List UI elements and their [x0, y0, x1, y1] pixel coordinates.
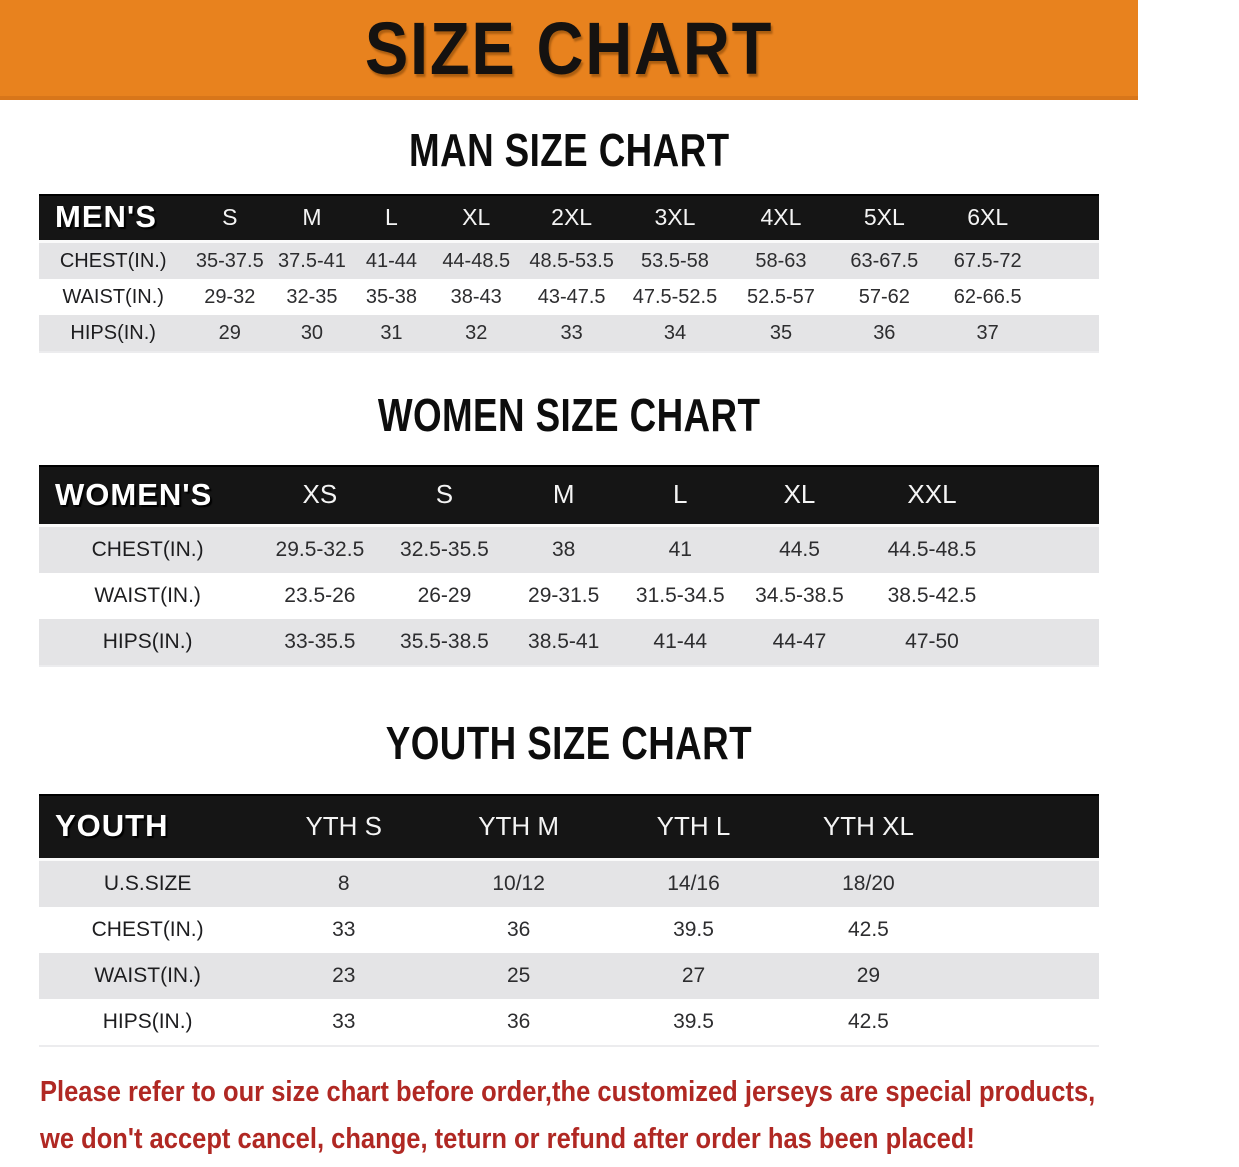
table-cell: 35.5-38.5: [383, 619, 505, 666]
men-heading-text: MAN SIZE CHART: [408, 124, 730, 176]
women-group-label: WOMEN'S: [39, 465, 256, 526]
row-label: U.S.SIZE: [39, 860, 256, 908]
table-cell: 8: [256, 860, 431, 908]
filler-cell: [956, 953, 1099, 999]
filler-cell: [1041, 194, 1099, 242]
women-size-header: XL: [739, 465, 861, 526]
men-waist-row: [39, 279, 1099, 315]
filler-cell: [1041, 315, 1099, 352]
youth-size-header: YTH XL: [781, 794, 956, 860]
table-cell: 44-47: [739, 619, 861, 666]
men-group-label: MEN'S: [39, 194, 187, 242]
filler-cell: [956, 999, 1099, 1046]
women-size-header: S: [383, 465, 505, 526]
women-chest-row: [39, 526, 1099, 574]
table-cell: 31.5-34.5: [622, 573, 739, 619]
table-cell: 42.5: [781, 999, 956, 1046]
filler-cell: [1041, 279, 1099, 315]
table-cell: 29: [781, 953, 956, 999]
table-cell: 62-66.5: [935, 279, 1041, 315]
table-cell: 18/20: [781, 860, 956, 908]
table-cell: 14/16: [606, 860, 781, 908]
men-hips-row: [39, 315, 1099, 352]
table-cell: 23: [256, 953, 431, 999]
youth-size-header: YTH L: [606, 794, 781, 860]
men-size-table: [39, 194, 1099, 353]
table-cell: 32.5-35.5: [383, 526, 505, 574]
men-section-heading: [0, 124, 1138, 176]
men-size-header: 3XL: [622, 194, 728, 242]
men-size-header: L: [352, 194, 432, 242]
men-size-header: M: [272, 194, 352, 242]
table-cell: 29.5-32.5: [256, 526, 383, 574]
filler-cell: [1004, 573, 1099, 619]
table-cell: 41-44: [622, 619, 739, 666]
table-cell: 33: [521, 315, 622, 352]
table-cell: 36: [834, 315, 935, 352]
table-cell: 35-38: [352, 279, 432, 315]
order-disclaimer: [40, 1069, 1138, 1163]
table-cell: 33-35.5: [256, 619, 383, 666]
table-cell: 33: [256, 907, 431, 953]
row-label: HIPS(IN.): [39, 619, 256, 666]
men-size-header: 6XL: [935, 194, 1041, 242]
table-cell: 26-29: [383, 573, 505, 619]
filler-cell: [1041, 242, 1099, 280]
table-cell: 48.5-53.5: [521, 242, 622, 280]
table-cell: 36: [431, 999, 606, 1046]
table-cell: 39.5: [606, 907, 781, 953]
table-cell: 23.5-26: [256, 573, 383, 619]
row-label: HIPS(IN.): [39, 999, 256, 1046]
men-size-header: S: [187, 194, 272, 242]
row-label: CHEST(IN.): [39, 242, 187, 280]
youth-heading-text: YOUTH SIZE CHART: [385, 717, 753, 769]
row-label: WAIST(IN.): [39, 573, 256, 619]
filler-cell: [956, 907, 1099, 953]
table-cell: 10/12: [431, 860, 606, 908]
table-cell: 38.5-41: [505, 619, 622, 666]
disclaimer-line-2: we don't accept cancel, change, teturn or refund after order has been placed!: [40, 1123, 975, 1155]
men-size-header: 4XL: [728, 194, 834, 242]
table-cell: 63-67.5: [834, 242, 935, 280]
men-chest-row: [39, 242, 1099, 280]
men-size-header: 2XL: [521, 194, 622, 242]
youth-size-table: [39, 794, 1099, 1047]
women-hips-row: [39, 619, 1099, 666]
youth-ussize-row: [39, 860, 1099, 908]
table-cell: 30: [272, 315, 352, 352]
disclaimer-line-1: Please refer to our size chart before order,the customized jerseys are special products,: [40, 1076, 1096, 1108]
women-size-table: [39, 465, 1099, 667]
table-cell: 42.5: [781, 907, 956, 953]
table-cell: 39.5: [606, 999, 781, 1046]
table-cell: 37.5-41: [272, 242, 352, 280]
filler-cell: [1004, 526, 1099, 574]
table-cell: 47.5-52.5: [622, 279, 728, 315]
table-cell: 35: [728, 315, 834, 352]
youth-waist-row: [39, 953, 1099, 999]
men-size-header: 5XL: [834, 194, 935, 242]
table-cell: 29: [187, 315, 272, 352]
row-label: WAIST(IN.): [39, 279, 187, 315]
row-label: CHEST(IN.): [39, 907, 256, 953]
table-cell: 47-50: [860, 619, 1003, 666]
men-header-row: [39, 194, 1099, 242]
table-cell: 58-63: [728, 242, 834, 280]
women-header-row: [39, 465, 1099, 526]
table-cell: 33: [256, 999, 431, 1046]
women-heading-text: WOMEN SIZE CHART: [377, 389, 761, 441]
table-cell: 34: [622, 315, 728, 352]
table-cell: 35-37.5: [187, 242, 272, 280]
table-cell: 38-43: [431, 279, 521, 315]
women-size-header: L: [622, 465, 739, 526]
youth-group-label: YOUTH: [39, 794, 256, 860]
table-cell: 37: [935, 315, 1041, 352]
table-cell: 29-32: [187, 279, 272, 315]
table-cell: 25: [431, 953, 606, 999]
table-cell: 34.5-38.5: [739, 573, 861, 619]
women-size-header: M: [505, 465, 622, 526]
women-waist-row: [39, 573, 1099, 619]
table-cell: 41-44: [352, 242, 432, 280]
table-cell: 52.5-57: [728, 279, 834, 315]
table-cell: 27: [606, 953, 781, 999]
youth-size-header: YTH M: [431, 794, 606, 860]
table-cell: 44-48.5: [431, 242, 521, 280]
table-cell: 36: [431, 907, 606, 953]
row-label: HIPS(IN.): [39, 315, 187, 352]
table-cell: 38: [505, 526, 622, 574]
table-cell: 41: [622, 526, 739, 574]
table-cell: 32-35: [272, 279, 352, 315]
women-size-header: XS: [256, 465, 383, 526]
table-cell: 29-31.5: [505, 573, 622, 619]
youth-header-row: [39, 794, 1099, 860]
youth-hips-row: [39, 999, 1099, 1046]
table-cell: 44.5: [739, 526, 861, 574]
youth-section-heading: [0, 717, 1138, 769]
table-cell: 31: [352, 315, 432, 352]
table-cell: 53.5-58: [622, 242, 728, 280]
filler-cell: [956, 860, 1099, 908]
youth-size-header: YTH S: [256, 794, 431, 860]
table-cell: 57-62: [834, 279, 935, 315]
table-cell: 44.5-48.5: [860, 526, 1003, 574]
table-cell: 38.5-42.5: [860, 573, 1003, 619]
youth-chest-row: [39, 907, 1099, 953]
men-size-header: XL: [431, 194, 521, 242]
page-title: SIZE CHART: [364, 6, 774, 90]
row-label: WAIST(IN.): [39, 953, 256, 999]
filler-cell: [1004, 465, 1099, 526]
table-cell: 43-47.5: [521, 279, 622, 315]
women-section-heading: [0, 389, 1138, 441]
filler-cell: [956, 794, 1099, 860]
women-size-header: XXL: [860, 465, 1003, 526]
table-cell: 67.5-72: [935, 242, 1041, 280]
table-cell: 32: [431, 315, 521, 352]
filler-cell: [1004, 619, 1099, 666]
row-label: CHEST(IN.): [39, 526, 256, 574]
size-chart-banner: [0, 0, 1138, 100]
